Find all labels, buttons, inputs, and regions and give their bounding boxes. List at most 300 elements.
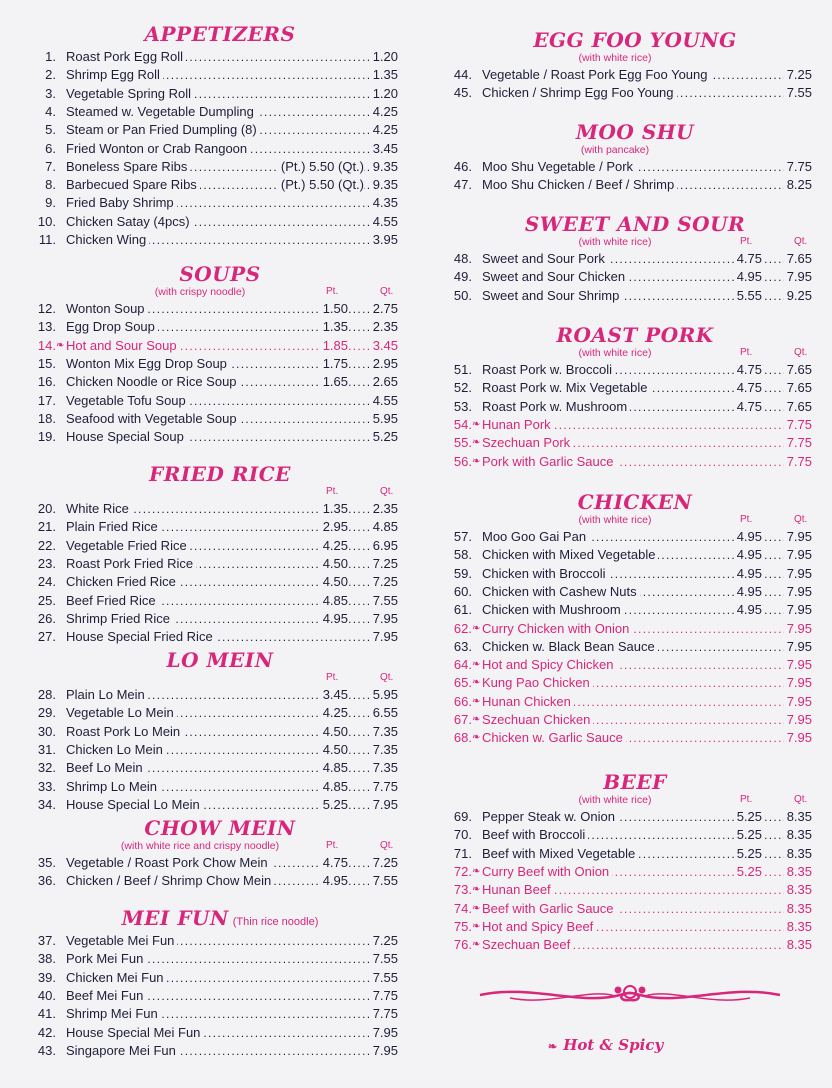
item-name: Shrimp Mei Fun [66,1005,161,1023]
item-name: House Special Mei Fun [66,1024,203,1042]
item-number: 30. [37,723,56,739]
item-pint-price: 4.75 [734,398,762,416]
chili-pepper-icon: ❧ [472,939,481,951]
item-number: 9. [45,195,56,211]
item-price: 7.55 [370,969,398,987]
section-subtitle: (with crispy noodle) [154,286,246,298]
menu-item [34,140,406,158]
section-title-text: SWEET AND SOUR [524,212,746,236]
item-number: 36. [37,873,56,889]
item-name: Singapore Mei Fun [66,1042,179,1060]
hot-and-spicy-legend [548,1036,788,1054]
item-name: Boneless Spare Ribs [66,158,190,176]
item-price: 2.75 [370,300,398,318]
section-subtitle: (with pancake) [580,144,650,156]
item-pint-price: 5.25 [734,863,762,881]
item-name: Beef with Broccoli [482,826,588,844]
item-pint-price: 4.50 [320,573,348,591]
item-pint-price: 4.75 [734,250,762,268]
menu-item [450,546,820,564]
item-price: 1.20 [370,85,398,103]
item-price: 7.55 [370,950,398,968]
chili-pepper-icon: ❧ [472,732,481,744]
item-price: 7.35 [370,741,398,759]
item-price: 7.95 [370,1024,398,1042]
item-pint-price: 1.65 [320,373,348,391]
item-name: Moo Goo Gai Pan [482,528,589,546]
item-name: Fried Wonton or Crab Rangoon [66,140,250,158]
menu-item [450,565,820,583]
item-price: 7.55 [784,84,812,102]
menu-item [450,583,820,601]
item-name: Pork Mei Fun [66,950,146,968]
item-number: 35. [37,855,56,870]
item-price: 6.55 [370,704,398,722]
menu-item [450,936,820,954]
menu-item [34,686,406,704]
item-name: Vegetable Mei Fun [66,932,177,950]
item-price: 5.95 [370,686,398,704]
item-name: Pepper Steak w. Onion [482,808,618,826]
menu-item [34,1024,406,1042]
item-price: 7.95 [784,601,812,619]
item-number: 42. [37,1024,56,1040]
section-subtitle: (with white rice and crispy noodle) [120,840,280,852]
item-name: Hot and Sour Soup [66,337,180,355]
menu-item [450,158,820,176]
menu-item [450,66,820,84]
menu-item [450,268,820,286]
item-number: 59. [453,565,472,581]
item-price: 7.75 [370,1005,398,1023]
pint-header: Pt. [740,514,753,525]
item-number: 29. [37,705,56,721]
menu-item [450,176,820,194]
item-number: 67. [453,712,472,727]
item-number: 1. [45,49,56,64]
section-title [450,323,820,347]
menu-item [34,969,406,987]
item-pint-price: 5.25 [734,826,762,844]
item-price: 9.35 [370,176,398,194]
item-price: 7.65 [784,250,812,268]
section-title-text: EGG FOO YOUNG [533,28,737,52]
menu-item [450,674,820,692]
item-pint-price: 5.55 [734,287,762,305]
menu-item [34,103,406,121]
menu-item [34,872,406,890]
chili-pepper-icon: ❧ [472,920,481,932]
item-number: 18. [37,410,56,426]
item-name: Chicken Mei Fun [66,969,167,987]
quart-header: Qt. [794,347,808,358]
item-number: 65. [453,675,472,691]
item-number: 64. [453,657,472,673]
item-pint-price: 4.25 [320,704,348,722]
menu-item [450,900,820,918]
item-name: Sweet and Sour Pork [482,250,608,268]
item-number: 28. [37,687,56,702]
item-price: 2.95 [370,355,398,373]
item-pint-price: 4.95 [320,610,348,628]
item-name: Vegetable Lo Mein [66,704,177,722]
section-title [450,120,820,144]
section-title-text: MOO SHU [575,120,695,144]
item-pint-price: 2.95 [320,518,348,536]
item-name: Roast Pork Egg Roll [66,48,186,66]
item-price: 7.35 [370,723,398,741]
menu-item [34,194,406,212]
item-name: House Special Lo Mein [66,796,203,814]
chili-pepper-icon: ❧ [472,677,481,689]
menu-item [34,176,406,194]
chili-pepper-icon: ❧ [548,1040,558,1053]
item-name: Moo Shu Vegetable / Pork [482,158,636,176]
item-price: 7.25 [370,573,398,591]
item-pint-price: 4.95 [320,872,348,890]
item-number: 44. [453,67,472,82]
item-name: House Special Soup [66,428,187,446]
menu-item [34,1042,406,1060]
pint-header: Pt. [740,794,753,805]
item-price: 8.35 [784,808,812,826]
menu-item [34,704,406,722]
item-name: Chicken / Shrimp Egg Foo Young [482,84,677,102]
item-name: Beef with Mixed Vegetable [482,845,638,863]
item-pint-price: 4.85 [320,778,348,796]
chili-pepper-icon: ❧ [472,902,481,914]
quart-header: Qt. [380,486,394,497]
item-price: 7.95 [784,583,812,601]
item-name: Wonton Mix Egg Drop Soup [66,355,230,373]
item-number: 73. [453,882,472,898]
item-number: 66. [453,693,472,709]
item-name: Hunan Chicken [482,693,574,711]
menu-item [34,158,406,176]
chili-pepper-icon: ❧ [56,339,65,351]
item-price: 7.55 [370,592,398,610]
item-name: Chicken w. Black Bean Sauce [482,638,658,656]
item-price: 7.35 [370,759,398,777]
item-name: Roast Pork Fried Rice [66,555,196,573]
item-number: 17. [37,392,56,408]
menu-item [450,711,820,729]
item-pint-price: 4.95 [734,601,762,619]
item-pint-price: 1.85 [320,337,348,355]
section-title [34,906,406,934]
quart-header: Qt. [794,236,808,247]
menu-item [34,950,406,968]
pint-header: Pt. [326,486,339,497]
chili-pepper-icon: ❧ [472,622,481,634]
item-name: Sweet and Sour Shrimp [482,287,622,305]
item-price: 9.35 [370,158,398,176]
menu-item [34,518,406,536]
item-pint-quart-note: (Pt.) 5.50 (Qt.) [280,177,364,193]
section-title [34,22,406,46]
quart-header: Qt. [794,514,808,525]
item-price: 8.35 [784,900,812,918]
item-pint-price: 4.50 [320,723,348,741]
menu-item [34,932,406,950]
item-number: 41. [37,1006,56,1022]
item-name: Beef Fried Rice [66,592,159,610]
menu-item [34,300,406,318]
item-number: 21. [37,519,56,535]
item-number: 26. [37,610,56,626]
menu-item [450,693,820,711]
item-price: 8.25 [784,176,812,194]
item-name: Shrimp Egg Roll [66,66,163,84]
item-price: 7.95 [784,546,812,564]
item-number: 60. [453,583,472,599]
item-name: Plain Fried Rice [66,518,161,536]
item-name: Steam or Pan Fried Dumpling (8) [66,121,260,139]
item-number: 20. [37,501,56,516]
item-number: 47. [453,177,472,193]
item-name: Roast Pork Lo Mein [66,723,183,741]
menu-item [34,854,406,872]
menu-item [450,361,820,379]
item-price: 7.75 [370,987,398,1005]
item-name: Shrimp Lo Mein [66,778,160,796]
item-name: Vegetable Fried Rice [66,537,190,555]
item-number: 62. [453,620,472,636]
item-price: 2.35 [370,500,398,518]
item-number: 68. [453,730,472,746]
item-name: Chicken with Mushroom [482,601,624,619]
item-number: 19. [37,429,56,445]
item-number: 6. [45,140,56,156]
item-number: 11. [38,232,56,247]
item-price: 7.95 [784,268,812,286]
item-price: 7.95 [370,628,398,646]
item-number: 43. [37,1042,56,1058]
menu-item [34,628,406,646]
decorative-scroll-ornament [470,980,790,1010]
item-number: 5. [45,122,56,138]
menu-item [34,355,406,373]
item-number: 74. [453,900,472,916]
item-price: 7.95 [784,528,812,546]
item-name: Chicken Fried Rice [66,573,179,591]
item-name: Chicken Noodle or Rice Soup [66,373,240,391]
item-price: 7.25 [370,854,398,872]
item-number: 3. [45,85,56,101]
item-number: 40. [37,987,56,1003]
section-title [34,462,406,486]
item-number: 8. [45,177,56,193]
pint-header: Pt. [740,347,753,358]
menu-item [34,778,406,796]
item-number: 4. [45,103,56,119]
item-price: 7.75 [784,416,812,434]
chili-pepper-icon: ❧ [472,884,481,896]
item-pint-price: 5.25 [734,845,762,863]
menu-item [450,528,820,546]
menu-item [450,826,820,844]
item-name: Beef Mei Fun [66,987,146,1005]
item-number: 13. [37,319,56,335]
item-name: Chicken with Cashew Nuts [482,583,640,601]
item-name: Hot and Spicy Beef [482,918,596,936]
item-name: Chicken Lo Mein [66,741,166,759]
item-number: 39. [37,969,56,985]
item-name: Hunan Beef [482,881,554,899]
item-price: 4.55 [370,213,398,231]
item-number: 45. [453,85,472,101]
item-number: 56. [453,453,472,469]
section-title [450,770,820,794]
item-name: Shrimp Fried Rice [66,610,173,628]
item-pint-price: 4.75 [734,379,762,397]
item-number: 14. [37,337,56,353]
item-pint-price: 4.75 [734,361,762,379]
item-price: 7.25 [370,932,398,950]
item-number: 58. [453,547,472,563]
item-number: 55. [453,435,472,451]
item-price: 7.95 [784,620,812,638]
item-name: Pork with Garlic Sauce [482,453,617,471]
item-number: 38. [37,951,56,967]
pint-header: Pt. [326,672,339,683]
item-price: 7.95 [784,729,812,747]
section-title-text: CHICKEN [577,490,693,514]
item-price: 2.65 [370,373,398,391]
item-number: 75. [453,918,472,934]
section-subtitle: (with white rice) [578,514,652,526]
menu-item [450,84,820,102]
item-price: 8.35 [784,863,812,881]
item-price: 3.45 [370,140,398,158]
item-number: 25. [37,592,56,608]
item-price: 7.55 [370,872,398,890]
menu-item [450,863,820,881]
item-number: 51. [453,362,472,377]
item-price: 7.75 [784,158,812,176]
menu-item [34,610,406,628]
menu-item [450,808,820,826]
item-price: 7.75 [784,434,812,452]
item-name: Kung Pao Chicken [482,674,593,692]
pint-header: Pt. [326,286,339,297]
section-title [450,28,820,52]
item-price: 7.95 [784,711,812,729]
item-number: 23. [37,555,56,571]
quart-header: Qt. [380,672,394,683]
item-number: 34. [37,796,56,812]
item-price: 7.95 [370,1042,398,1060]
item-price: 7.65 [784,379,812,397]
item-pint-price: 4.95 [734,546,762,564]
section-title-text: BEEF [603,770,667,794]
item-name: Hunan Pork [482,416,554,434]
chili-pepper-icon: ❧ [472,437,481,449]
section-subtitle: (Thin rice noodle) [232,916,319,928]
item-pint-price: 4.85 [320,759,348,777]
menu-item [34,213,406,231]
item-pint-price: 4.50 [320,741,348,759]
item-price: 5.25 [370,428,398,446]
section-title [450,490,820,514]
item-name: Szechuan Pork [482,434,573,452]
menu-item [450,918,820,936]
item-number: 71. [453,845,472,861]
item-name: Egg Drop Soup [66,318,158,336]
item-price: 7.95 [784,674,812,692]
item-pint-price: 4.95 [734,268,762,286]
menu-item [450,845,820,863]
item-number: 46. [453,159,472,174]
menu-item [34,723,406,741]
item-number: 49. [453,269,472,285]
pint-header: Pt. [740,236,753,247]
item-name: Chicken Wing [66,231,149,249]
item-pint-price: 4.75 [320,854,348,872]
item-price: 6.95 [370,537,398,555]
chili-pepper-icon: ❧ [472,418,481,430]
item-number: 12. [37,301,56,316]
item-name: Wonton Soup [66,300,148,318]
chili-pepper-icon: ❧ [472,659,481,671]
item-number: 72. [453,863,472,879]
item-price: 8.35 [784,918,812,936]
menu-item [34,373,406,391]
menu-item [34,759,406,777]
item-name: Szechuan Chicken [482,711,593,729]
item-name: Plain Lo Mein [66,686,148,704]
menu-item [34,537,406,555]
item-pint-price: 4.25 [320,537,348,555]
item-price: 7.25 [784,66,812,84]
item-price: 7.75 [784,453,812,471]
menu-item [450,656,820,674]
item-pint-price: 1.75 [320,355,348,373]
item-price: 7.25 [370,555,398,573]
item-number: 48. [453,251,472,266]
section-title [34,816,406,840]
menu-item [450,729,820,747]
item-number: 15. [37,355,56,371]
menu-item [34,392,406,410]
pint-header: Pt. [326,840,339,851]
menu-item [34,337,406,355]
item-number: 10. [37,213,56,229]
menu-item [450,453,820,471]
item-name: Vegetable Spring Roll [66,85,194,103]
legend-label: Hot & Spicy [563,1036,664,1054]
item-price: 8.35 [784,881,812,899]
section-title-text: APPETIZERS [144,22,296,46]
item-price: 7.95 [784,656,812,674]
menu-item [450,434,820,452]
item-price: 4.25 [370,121,398,139]
item-price: 9.25 [784,287,812,305]
item-name: Chicken Satay (4pcs) [66,213,193,231]
item-name: Roast Pork w. Mix Vegetable [482,379,650,397]
chili-pepper-icon: ❧ [472,695,481,707]
item-number: 63. [453,638,472,654]
item-number: 54. [453,416,472,432]
item-name: Beef with Garlic Sauce [482,900,617,918]
item-pint-price: 4.85 [320,592,348,610]
item-name: Moo Shu Chicken / Beef / Shrimp [482,176,677,194]
item-number: 7. [45,158,56,174]
item-price: 4.55 [370,392,398,410]
item-name: Szechuan Beef [482,936,573,954]
item-name: Barbecued Spare Ribs [66,176,200,194]
menu-item [34,48,406,66]
